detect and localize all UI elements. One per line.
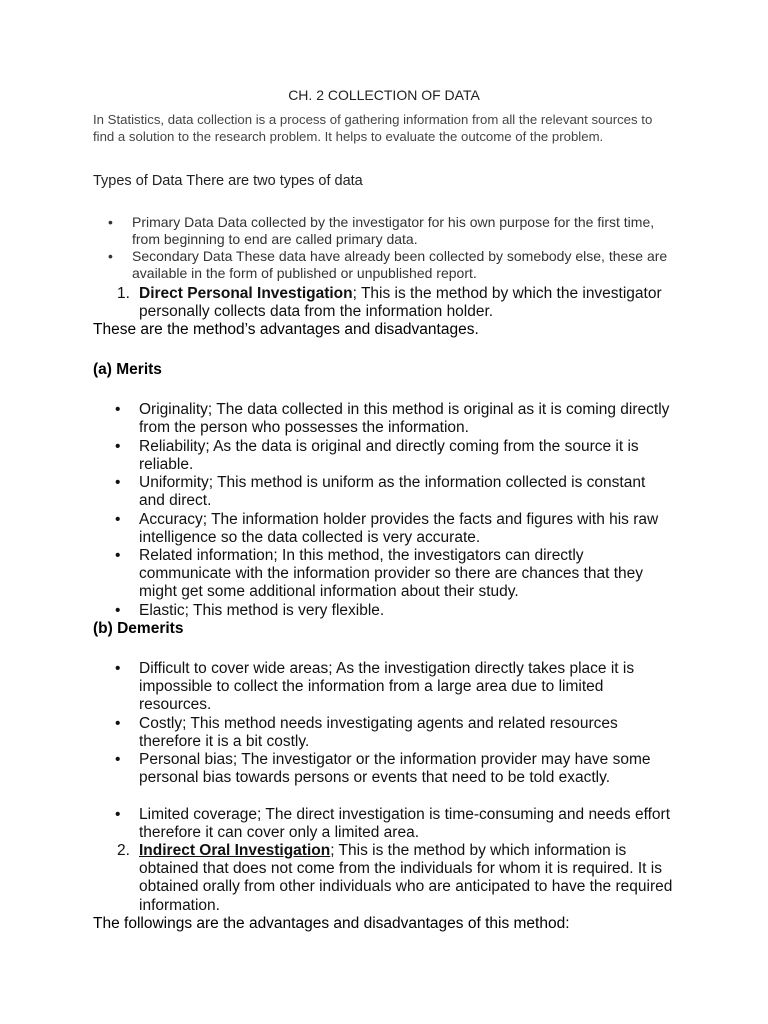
list-item-text: Difficult to cover wide areas; As the investigation directly takes place it is impossible to collect the information from a large area due to limited resources. — [139, 660, 635, 714]
bullet: • — [108, 248, 113, 264]
list-item — [115, 438, 675, 474]
list-item-text: Secondary Data These data have already been collected by somebody else, these are available in the form of published or unpublished report. — [132, 248, 668, 281]
types-heading: Types of Data There are two types of data — [93, 173, 363, 189]
list-item-text: Uniformity; This method is uniform as the information collected is constant and direct. — [139, 474, 646, 510]
list-item-text: Personal bias; The investigator or the information provider may have some personal bias towards persons or events that need to be told exactly. — [139, 751, 651, 787]
list-item — [115, 547, 675, 602]
bullet: • — [115, 602, 121, 619]
bullet: • — [115, 511, 121, 528]
bullet: • — [115, 474, 121, 491]
list-item — [108, 214, 678, 248]
bullet: • — [115, 660, 121, 677]
list-item — [115, 806, 675, 842]
demerits-heading: (b) Demerits — [93, 620, 184, 637]
merits-heading: (a) Merits — [93, 361, 162, 378]
list-item — [108, 248, 678, 282]
method-description: ; This is the method by which the investigator personally collects data from the information holder. — [139, 285, 662, 321]
bullet: • — [115, 547, 121, 564]
list-item — [115, 511, 675, 547]
bullet: • — [115, 715, 121, 732]
list-item — [115, 715, 675, 751]
list-item-text: Elastic; This method is very flexible. — [139, 602, 385, 619]
bullet: • — [115, 806, 121, 823]
method-name: Indirect Oral Investigation — [139, 842, 331, 859]
method-name: Direct Personal Investigation — [139, 285, 353, 302]
item-number: 2. — [117, 842, 130, 859]
list-item — [115, 751, 675, 787]
closing-paragraph: The followings are the advantages and disadvantages of this method: — [93, 915, 570, 932]
list-item — [115, 602, 675, 620]
method-description: ; This is the method by which information is obtained that does not come from the individuals for whom it is required. It is obtained orally from other individuals who are anticipated to have the required information. — [139, 842, 673, 914]
list-item-text: Originality; The data collected in this method is original as it is coming directly from the person who possesses the information. — [139, 401, 670, 437]
bullet: • — [115, 751, 121, 768]
bullet: • — [115, 401, 121, 418]
numbered-item-method-2 — [117, 842, 677, 915]
list-item-text: Accuracy; The information holder provides the facts and figures with his raw intelligence so the data collected is very accurate. — [139, 511, 659, 547]
list-item-text: Costly; This method needs investigating agents and related resources therefore it is a bit costly. — [139, 715, 618, 751]
list-item — [115, 474, 675, 510]
bullet: • — [115, 438, 121, 455]
page-title: CH. 2 COLLECTION OF DATA — [288, 87, 480, 103]
list-item — [115, 660, 675, 715]
list-item-text: Related information; In this method, the investigators can directly communicate with the information provider so there are chances that they might get some additional information about their study. — [139, 547, 644, 601]
list-item-text: Reliability; As the data is original and directly coming from the source it is reliable. — [139, 438, 639, 474]
list-item-text: Limited coverage; The direct investigation is time-consuming and needs effort therefore it can cover only a limited area. — [139, 806, 671, 842]
bullet: • — [108, 214, 113, 230]
numbered-item-method-1 — [117, 285, 677, 321]
list-item — [115, 401, 675, 437]
item-number: 1. — [117, 285, 130, 302]
method-note: These are the method’s advantages and disadvantages. — [93, 321, 479, 338]
list-item-text: Primary Data Data collected by the investigator for his own purpose for the first time, from beginning to end are called primary data. — [132, 214, 655, 247]
intro-paragraph: In Statistics, data collection is a process of gathering information from all the relevant sources to find a solution to the research problem. It helps to evaluate the outcome of the problem. — [93, 112, 653, 144]
